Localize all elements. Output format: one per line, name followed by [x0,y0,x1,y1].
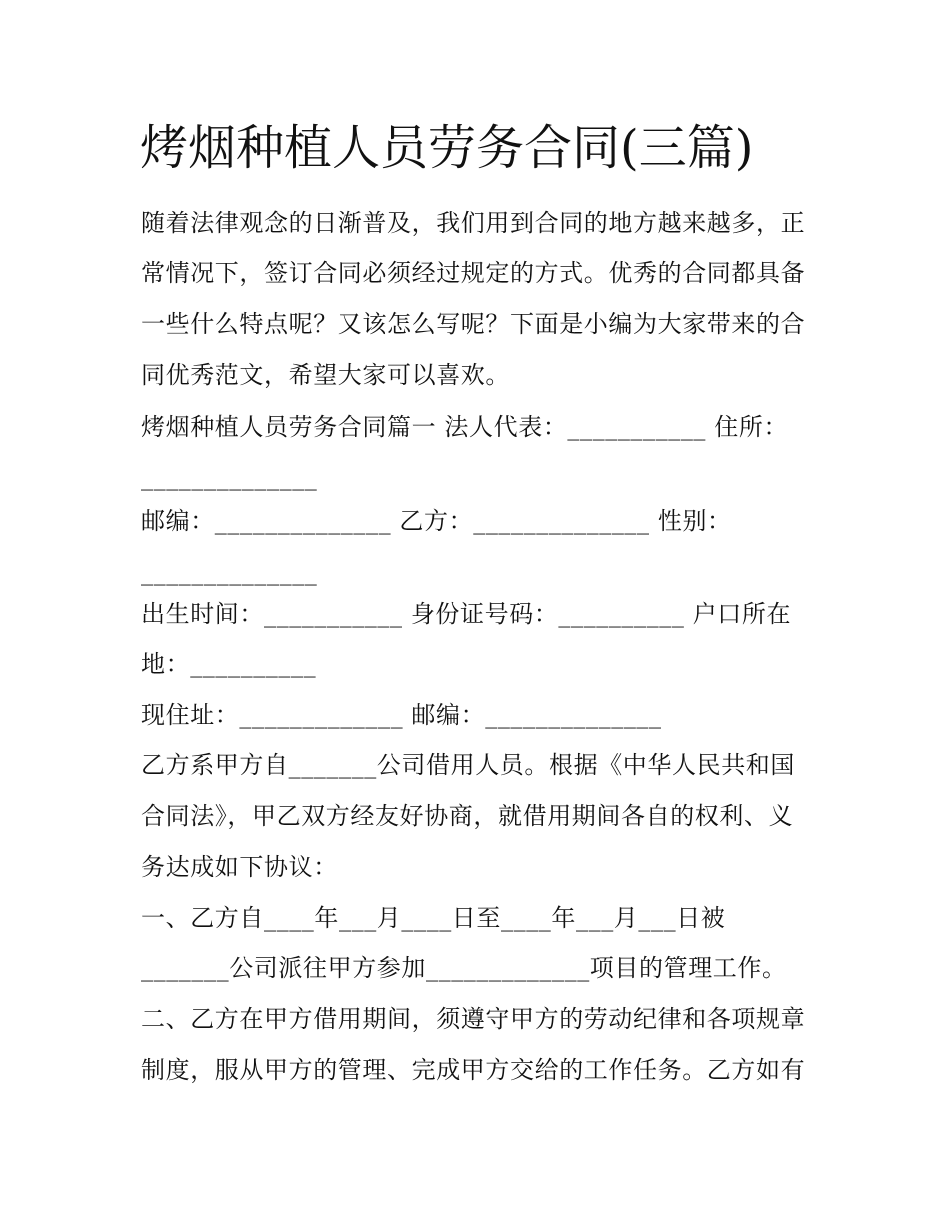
paragraph-line: _______公司派往甲方参加_____________项目的管理工作。 [141,954,787,982]
paragraph-line: 一些什么特点呢？又该怎么写呢？下面是小编为大家带来的合 [141,310,806,338]
paragraph-line: 现住址：_____________ 邮编：______________ [141,701,662,729]
paragraph-line: 出生时间：___________ 身份证号码：__________ 户口所在 [141,600,792,628]
blank-line: ______________ [141,463,318,491]
paragraph-line: 制度，服从甲方的管理、完成甲方交给的工作任务。乙方如有 [141,1056,806,1084]
paragraph-line: 一、乙方自____年___月____日至____年___月___日被 [141,904,726,932]
paragraph-line: 邮编：______________ 乙方：______________ 性别： [141,507,732,535]
paragraph-line: 烤烟种植人员劳务合同篇一 法人代表：___________ 住所： [141,413,789,441]
paragraph-line: 地：__________ [141,650,317,678]
paragraph-line: 乙方系甲方自_______公司借用人员。根据《中华人民共和国 [141,751,795,779]
paragraph-line: 务达成如下协议： [141,853,338,881]
paragraph-line: 同优秀范文，希望大家可以喜欢。 [141,361,510,389]
paragraph-line: 二、乙方在甲方借用期间，须遵守甲方的劳动纪律和各项规章 [141,1005,806,1033]
document-title: 烤烟种植人员劳务合同(三篇) [140,120,754,176]
paragraph-line: 随着法律观念的日渐普及，我们用到合同的地方越来越多，正 [141,209,806,237]
paragraph-line: 常情况下，签订合同必须经过规定的方式。优秀的合同都具备 [141,259,806,287]
paragraph-line: 合同法》，甲乙双方经友好协商，就借用期间各自的权利、义 [141,802,794,830]
blank-line: ______________ [141,558,318,586]
